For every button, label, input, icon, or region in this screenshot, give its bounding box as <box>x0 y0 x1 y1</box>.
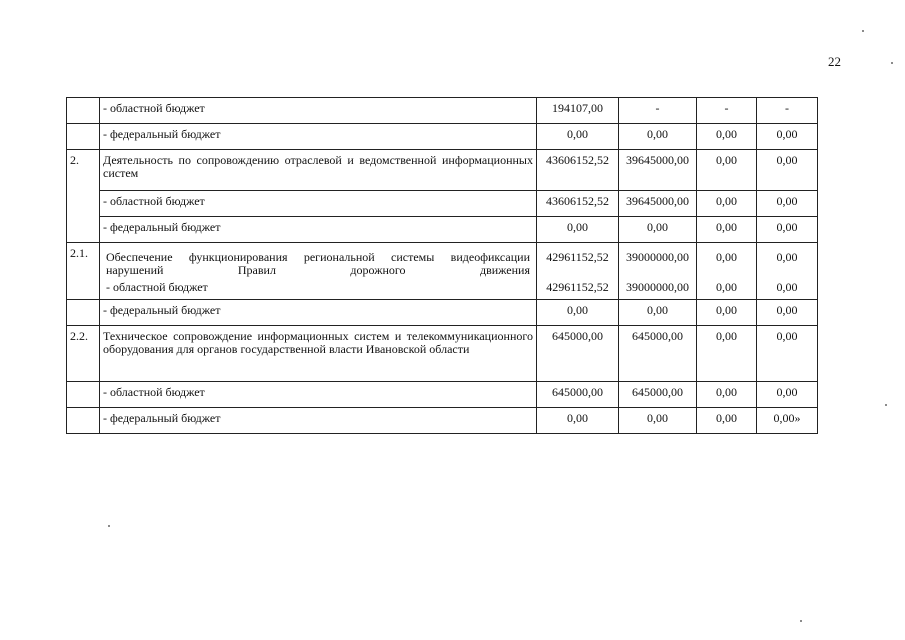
table-row <box>67 150 818 191</box>
row-label: - федеральный бюджет <box>100 300 537 326</box>
row-value-main: 39000000,00 <box>626 250 689 264</box>
row-value: 0,00 <box>757 191 818 217</box>
scan-speck <box>862 30 864 32</box>
table-row <box>67 300 818 326</box>
row-value-sub: 0,00 <box>776 280 798 294</box>
table-row <box>67 382 818 408</box>
scan-speck <box>885 404 887 406</box>
row-value: 0,00 <box>757 326 818 382</box>
table-row <box>67 98 818 124</box>
row-value: 0,00 <box>697 124 757 150</box>
row-label-text: Деятельность по сопровождению отраслевой и ведомственной информационных систем <box>103 153 533 180</box>
row-value: 0,00 <box>619 408 697 434</box>
row-value <box>757 243 818 300</box>
row-label <box>100 150 537 191</box>
row-label: - федеральный бюджет <box>100 124 537 150</box>
page-number: 22 <box>828 54 841 69</box>
row-value-sub: 0,00 <box>716 280 737 294</box>
table-row <box>67 191 818 217</box>
row-value: 0,00 <box>757 300 818 326</box>
row-value: 0,00 <box>757 124 818 150</box>
row-label: - областной бюджет <box>100 98 537 124</box>
row-code: 2. <box>67 150 100 243</box>
row-value: 43606152,52 <box>537 191 619 217</box>
scan-speck <box>891 62 893 64</box>
table-row <box>67 326 818 382</box>
row-label-text: Обеспечение функционирования региональной системы видеофиксации нарушений Правил дорожного движения <box>106 250 530 277</box>
scan-speck <box>108 525 110 527</box>
row-value: 645000,00 <box>537 382 619 408</box>
row-value-main: 0,00 <box>716 250 737 264</box>
row-value: 39645000,00 <box>619 191 697 217</box>
row-label <box>100 243 537 300</box>
row-value <box>537 243 619 300</box>
table-row <box>67 408 818 434</box>
row-code <box>67 300 100 326</box>
row-value: 194107,00 <box>537 98 619 124</box>
row-value: 0,00 <box>697 408 757 434</box>
row-code <box>67 408 100 434</box>
row-value <box>619 243 697 300</box>
row-value-main: 0,00 <box>776 250 798 264</box>
scan-speck <box>800 620 802 622</box>
row-value: 0,00 <box>697 300 757 326</box>
row-label: - областной бюджет <box>100 382 537 408</box>
row-value: 0,00 <box>757 217 818 243</box>
row-value: 0,00 <box>697 191 757 217</box>
row-value: - <box>757 98 818 124</box>
row-value: 645000,00 <box>619 326 697 382</box>
row-value: 39645000,00 <box>619 150 697 191</box>
row-value: 0,00 <box>619 217 697 243</box>
row-label-text: Техническое сопровождение информационных систем и телекоммуникационного оборудования для органов государственной власти Ивановской области <box>103 329 533 356</box>
row-value: 0,00 <box>697 382 757 408</box>
row-value: 0,00 <box>697 326 757 382</box>
row-value-main: 42961152,52 <box>546 250 609 264</box>
row-label: - федеральный бюджет <box>100 408 537 434</box>
row-value: - <box>619 98 697 124</box>
table-row <box>67 217 818 243</box>
row-value: 0,00 <box>619 300 697 326</box>
row-value: 43606152,52 <box>537 150 619 191</box>
row-code <box>67 382 100 408</box>
row-value: 0,00 <box>537 124 619 150</box>
row-label: - федеральный бюджет <box>100 217 537 243</box>
row-value <box>697 243 757 300</box>
row-value-sub: 42961152,52 <box>546 280 609 294</box>
row-code: 2.1. <box>67 243 100 300</box>
row-value: 0,00 <box>697 150 757 191</box>
row-value-sub: 39000000,00 <box>626 280 689 294</box>
row-value: - <box>697 98 757 124</box>
row-value: 0,00 <box>757 150 818 191</box>
row-code: 2.2. <box>67 326 100 382</box>
row-value: 0,00 <box>697 217 757 243</box>
row-value: 0,00» <box>757 408 818 434</box>
row-label: - областной бюджет <box>100 191 537 217</box>
row-label <box>100 326 537 382</box>
row-value: 0,00 <box>537 408 619 434</box>
row-value: 0,00 <box>757 382 818 408</box>
table-row <box>67 243 818 300</box>
row-value: 0,00 <box>537 300 619 326</box>
budget-table <box>66 97 818 434</box>
row-sub-label: - областной бюджет <box>106 280 208 294</box>
row-value: 645000,00 <box>619 382 697 408</box>
row-value: 0,00 <box>619 124 697 150</box>
table-row <box>67 124 818 150</box>
row-code <box>67 124 100 150</box>
row-code <box>67 98 100 124</box>
row-value: 645000,00 <box>537 326 619 382</box>
row-value: 0,00 <box>537 217 619 243</box>
